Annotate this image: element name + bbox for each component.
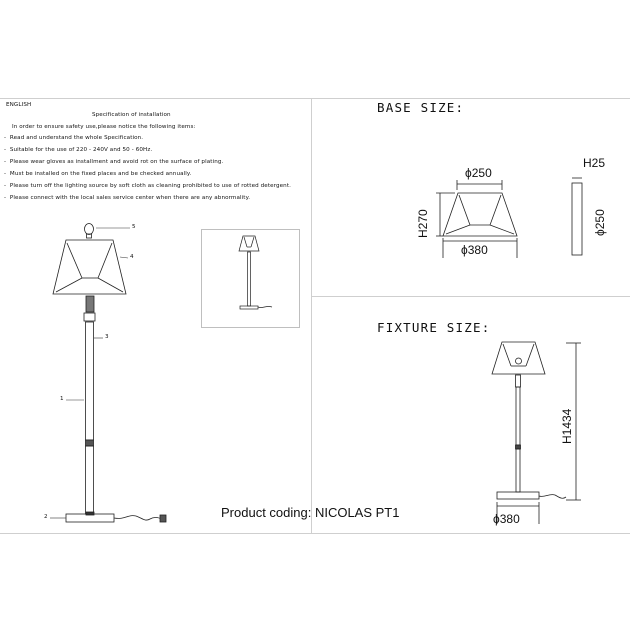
fixture-height-dim: H1434 <box>560 408 574 444</box>
callout-4: 4 <box>130 254 134 260</box>
spec-item: - Suitable for the use of 220 - 240V and 50 - 60Hz. <box>4 147 153 153</box>
base-height-dim: H25 <box>583 156 606 170</box>
fixture-base-dim: ϕ380 <box>493 512 520 526</box>
callout-1: 1 <box>60 396 64 402</box>
spec-item: - Read and understand the whole Specification. <box>4 135 144 141</box>
spec-item: - Please turn off the lighting source by soft cloth as cleaning prohibited to use of rotted detergent. <box>4 183 291 189</box>
spec-title: Specification of installation <box>92 112 171 118</box>
base-diameter-dim: ϕ250 <box>593 209 607 236</box>
fixture-size-heading: FIXTURE SIZE: <box>377 320 491 335</box>
base-shade-height-dim: H270 <box>416 209 430 238</box>
fixture-base <box>497 492 539 499</box>
product-coding: Product coding: NICOLAS PT1 <box>221 505 400 520</box>
base-shade-top-dim: ϕ250 <box>465 166 492 180</box>
base-size-heading: BASE SIZE: <box>377 100 465 115</box>
spec-intro: In order to ensure safety use,please notice the following items: <box>12 124 196 130</box>
spec-item: - Please wear gloves as installment and avoid rot on the surface of plating. <box>4 159 224 165</box>
spec-item: - Please connect with the local sales service center when there are any abnormality. <box>4 195 251 201</box>
spec-language: ENGLISH <box>6 102 32 108</box>
callout-5: 5 <box>132 224 136 230</box>
callout-2: 2 <box>44 514 48 520</box>
base-shade-bottom-dim: ϕ380 <box>461 243 488 257</box>
spec-item: - Must be installed on the fixed places and be checked annually. <box>4 171 192 177</box>
callout-3: 3 <box>105 334 109 340</box>
